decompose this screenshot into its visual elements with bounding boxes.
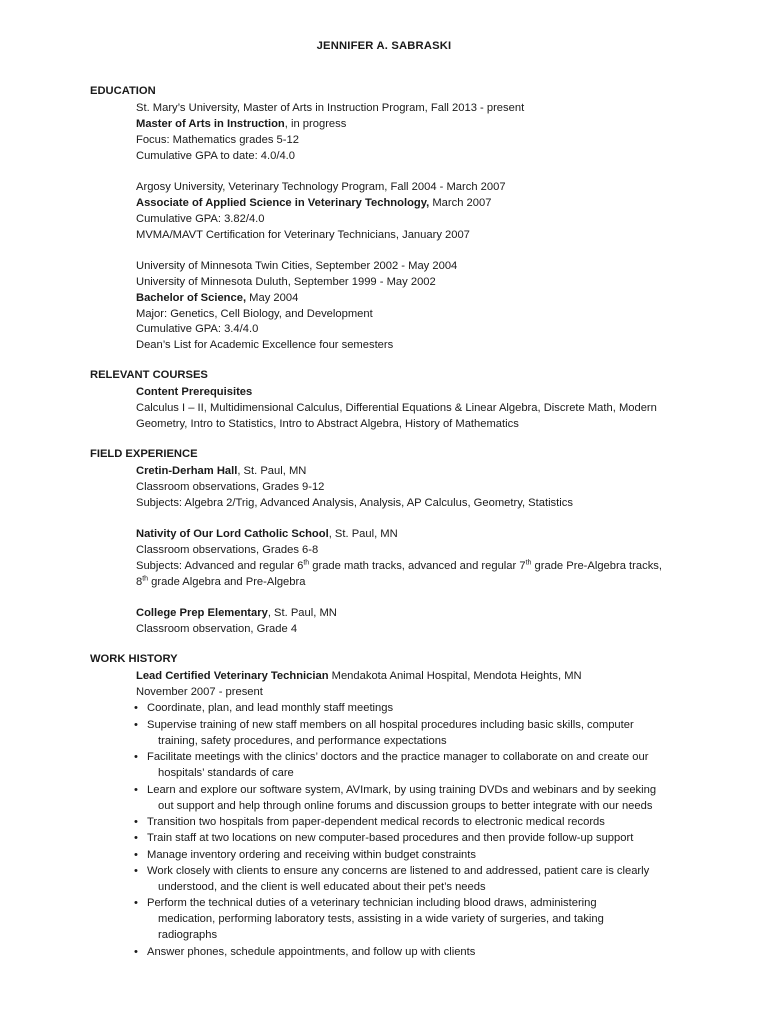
work-title-line xyxy=(136,669,582,683)
collegeprep-location: , St. Paul, MN xyxy=(267,607,337,619)
ordinal-suffix: th xyxy=(303,559,310,567)
work-bullet-10: Answer phones, schedule appointments, and follow up with clients xyxy=(147,946,476,958)
umn-twin-cities: University of Minnesota Twin Cities, September 2002 - May 2004 xyxy=(136,260,458,272)
nativity-subjects-part-b: grade math tracks, advanced and regular 7 xyxy=(309,560,526,572)
umn-gpa: Cumulative GPA: 3.4/4.0 xyxy=(136,323,259,335)
umn-major: Major: Genetics, Cell Biology, and Development xyxy=(136,308,373,320)
collegeprep-name: College Prep Elementary xyxy=(136,607,268,619)
nativity-subjects-line-2 xyxy=(136,575,305,589)
resume-name: JENNIFER A. SABRASKI xyxy=(316,40,452,52)
courses-line-2: Geometry, Intro to Statistics, Intro to Abstract Algebra, History of Mathematics xyxy=(136,418,519,430)
bullet-icon: • xyxy=(134,946,138,958)
work-bullet-3-cont: hospitals’ standards of care xyxy=(158,767,294,779)
collegeprep-title xyxy=(136,606,337,620)
nativity-subjects-part-c: grade Pre-Algebra tracks, xyxy=(531,560,663,572)
bullet-icon: • xyxy=(134,865,138,877)
nativity-subjects-line-1 xyxy=(136,559,662,573)
education-heading: EDUCATION xyxy=(90,85,156,97)
work-bullet-8: Work closely with clients to ensure any concerns are listened to and addressed, patient care is clearly xyxy=(147,865,650,877)
argosy-degree-date: March 2007 xyxy=(429,197,492,209)
bullet-icon: • xyxy=(134,751,138,763)
cretin-observations: Classroom observations, Grades 9-12 xyxy=(136,481,325,493)
stmarys-gpa: Cumulative GPA to date: 4.0/4.0 xyxy=(136,150,295,162)
bullet-icon: • xyxy=(134,784,138,796)
nativity-subjects-part-e: grade Algebra and Pre-Algebra xyxy=(148,576,306,588)
bullet-icon: • xyxy=(134,816,138,828)
work-employer: Mendakota Animal Hospital, Mendota Heights, MN xyxy=(328,670,582,682)
bullet-icon: • xyxy=(134,719,138,731)
courses-heading: RELEVANT COURSES xyxy=(90,369,208,381)
bullet-icon: • xyxy=(134,702,138,714)
stmarys-degree-name: Master of Arts in Instruction xyxy=(136,118,285,130)
work-bullet-2: Supervise training of new staff members on all hospital procedures including basic skills, computer xyxy=(147,719,634,731)
stmarys-school: St. Mary’s University, Master of Arts in Instruction Program, Fall 2013 - present xyxy=(136,102,525,114)
nativity-subjects-part-d: 8 xyxy=(136,576,143,588)
cretin-location: , St. Paul, MN xyxy=(237,465,307,477)
work-bullet-9-cont: medication, performing laboratory tests, assisting in a wide variety of surgeries, and taking xyxy=(158,913,604,925)
work-bullet-4-cont: out support and help through online forums and discussion groups to better integrate with our needs xyxy=(158,800,653,812)
work-title: Lead Certified Veterinary Technician xyxy=(136,670,329,682)
work-bullet-4: Learn and explore our software system, AVImark, by using training DVDs and webinars and by seeking xyxy=(147,784,657,796)
work-bullet-3: Facilitate meetings with the clinics’ doctors and the practice manager to collaborate on and create our xyxy=(147,751,649,763)
cretin-subjects: Subjects: Algebra 2/Trig, Advanced Analysis, Analysis, AP Calculus, Geometry, Statistics xyxy=(136,497,573,509)
courses-subheading: Content Prerequisites xyxy=(136,386,253,398)
work-bullet-7: Manage inventory ordering and receiving within budget constraints xyxy=(147,849,476,861)
stmarys-degree-status: , in progress xyxy=(284,118,347,130)
work-bullet-8-cont: understood, and the client is well educated about their pet’s needs xyxy=(158,881,486,893)
nativity-title xyxy=(136,527,398,541)
umn-duluth: University of Minnesota Duluth, September 1999 - May 2002 xyxy=(136,276,436,288)
courses-line-1: Calculus I – II, Multidimensional Calculus, Differential Equations & Linear Algebra, Discrete Math, Modern xyxy=(136,402,657,414)
work-bullet-2-cont: training, safety procedures, and performance expectations xyxy=(158,735,447,747)
bullet-icon: • xyxy=(134,897,138,909)
cretin-title xyxy=(136,464,306,478)
ordinal-suffix: th xyxy=(525,559,532,567)
field-heading: FIELD EXPERIENCE xyxy=(90,448,198,460)
umn-degree-name: Bachelor of Science, xyxy=(136,292,247,304)
stmarys-degree xyxy=(136,117,346,131)
ordinal-suffix: th xyxy=(142,575,149,583)
work-bullet-9: Perform the technical duties of a veterinary technician including blood draws, administering xyxy=(147,897,597,909)
cretin-name: Cretin-Derham Hall xyxy=(136,465,238,477)
work-heading: WORK HISTORY xyxy=(90,653,178,665)
work-bullet-5: Transition two hospitals from paper-dependent medical records to electronic medical records xyxy=(147,816,605,828)
nativity-location: , St. Paul, MN xyxy=(328,528,398,540)
argosy-cert: MVMA/MAVT Certification for Veterinary Technicians, January 2007 xyxy=(136,229,470,241)
nativity-observations: Classroom observations, Grades 6-8 xyxy=(136,544,319,556)
stmarys-focus: Focus: Mathematics grades 5-12 xyxy=(136,134,299,146)
work-dates: November 2007 - present xyxy=(136,686,263,698)
collegeprep-observation: Classroom observation, Grade 4 xyxy=(136,623,298,635)
argosy-gpa: Cumulative GPA: 3.82/4.0 xyxy=(136,213,265,225)
umn-degree xyxy=(136,291,298,305)
bullet-icon: • xyxy=(134,849,138,861)
work-bullet-9-cont-2: radiographs xyxy=(158,929,218,941)
nativity-name: Nativity of Our Lord Catholic School xyxy=(136,528,329,540)
argosy-school: Argosy University, Veterinary Technology Program, Fall 2004 - March 2007 xyxy=(136,181,506,193)
umn-honors: Dean’s List for Academic Excellence four semesters xyxy=(136,339,394,351)
bullet-icon: • xyxy=(134,832,138,844)
work-bullet-6: Train staff at two locations on new computer-based procedures and then provide follow-up support xyxy=(147,832,634,844)
argosy-degree xyxy=(136,196,491,210)
work-bullet-1: Coordinate, plan, and lead monthly staff meetings xyxy=(147,702,394,714)
nativity-subjects-part-a: Subjects: Advanced and regular 6 xyxy=(136,560,304,572)
umn-degree-date: May 2004 xyxy=(246,292,299,304)
argosy-degree-name: Associate of Applied Science in Veterinary Technology, xyxy=(136,197,430,209)
